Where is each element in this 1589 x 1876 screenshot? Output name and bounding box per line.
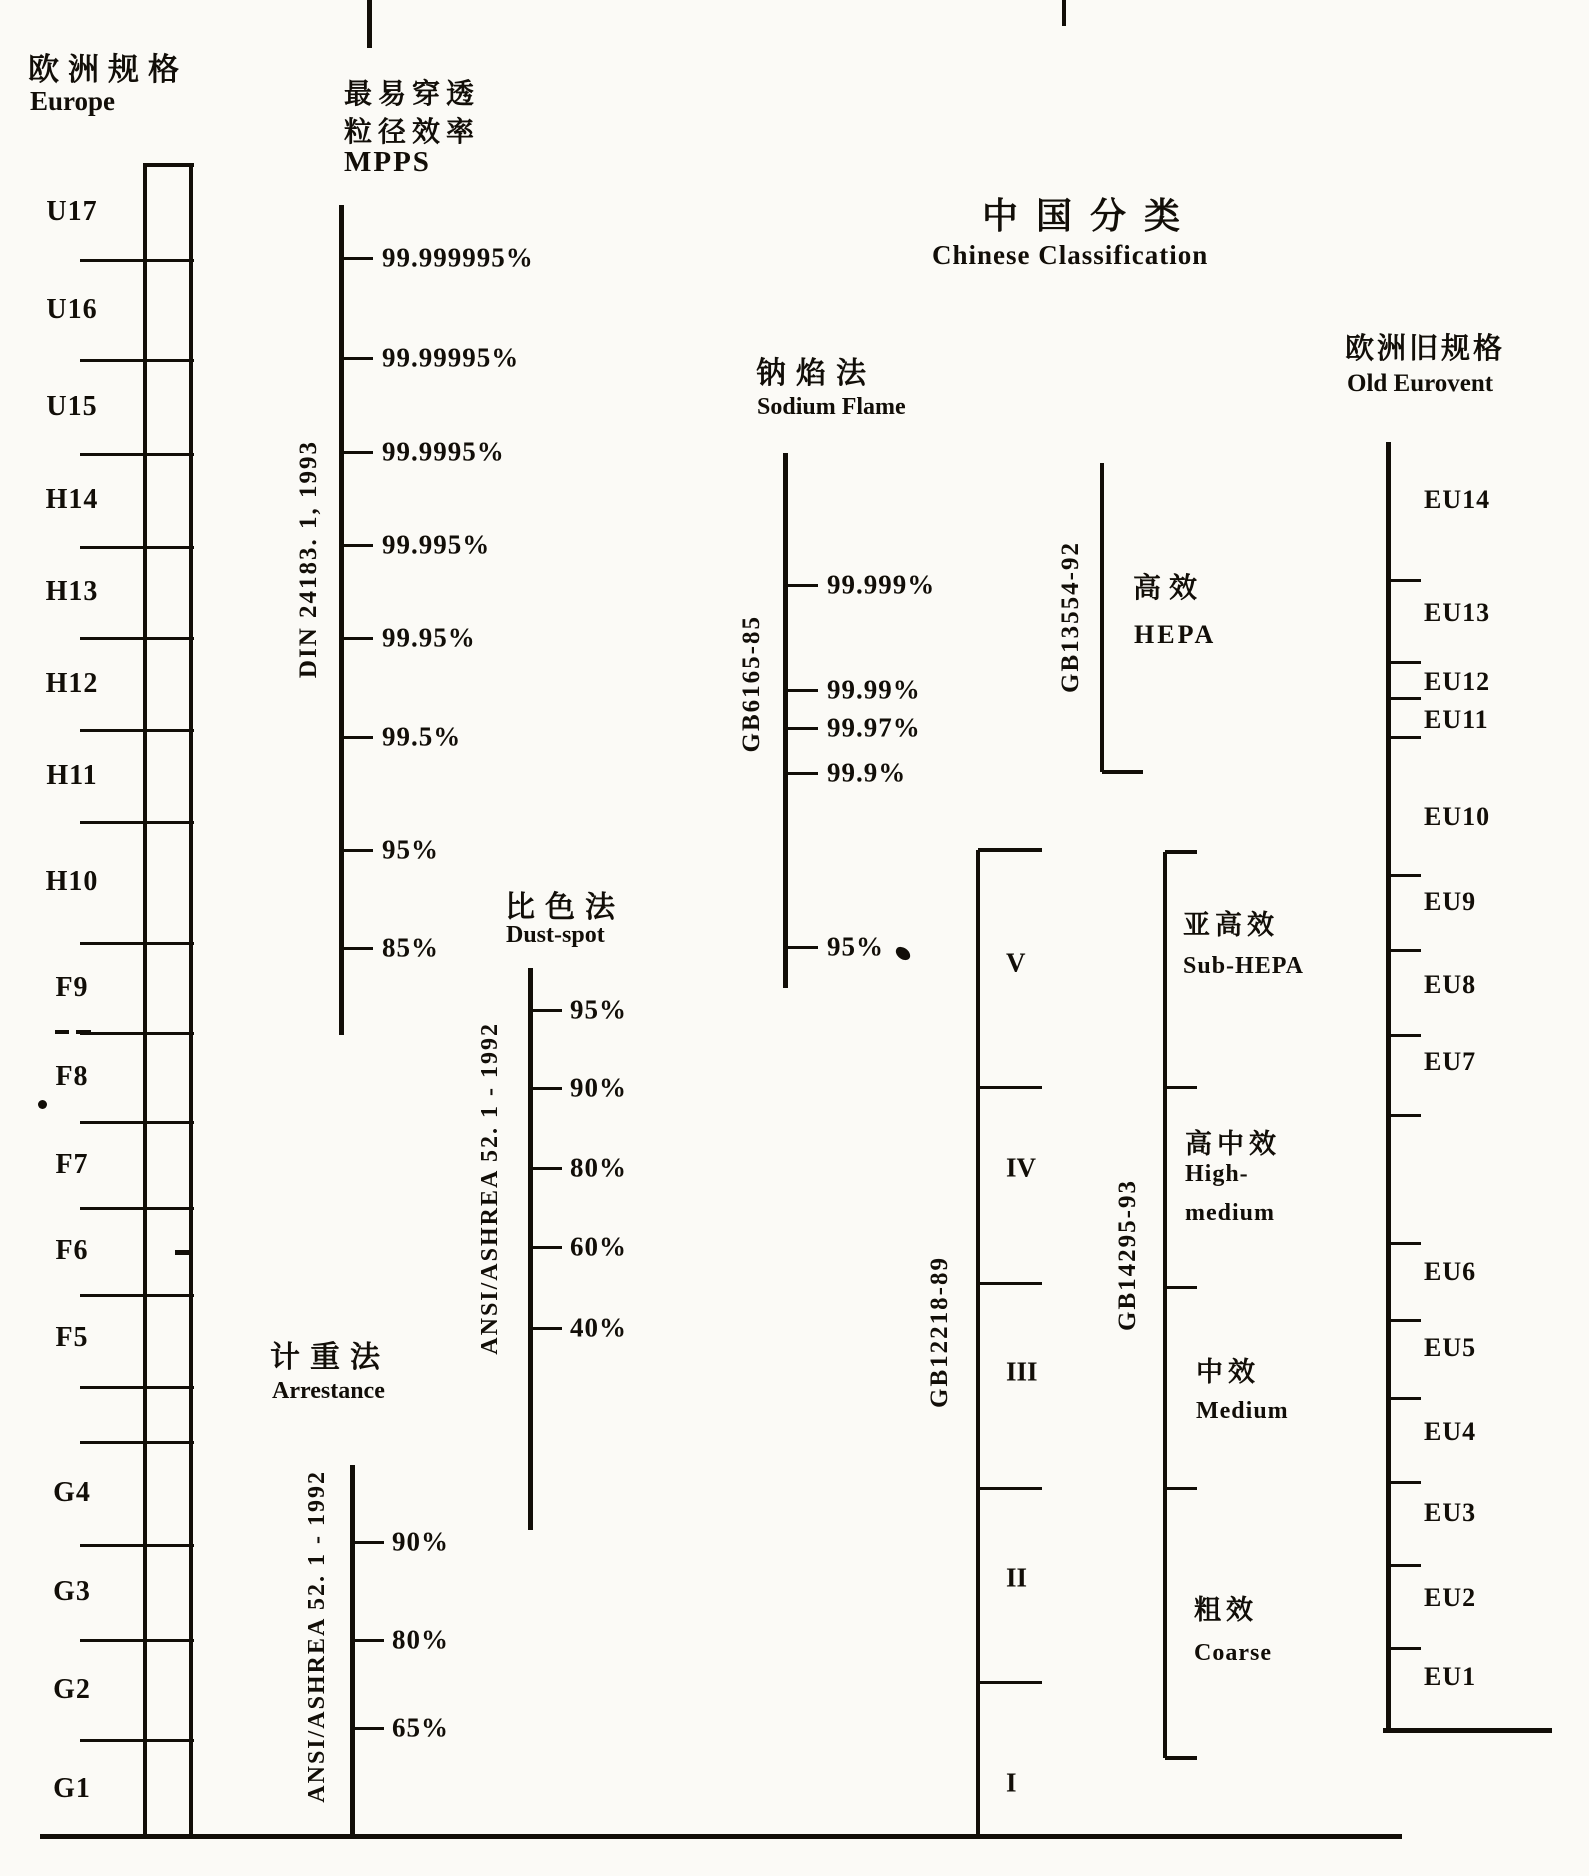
sodium-flame-title-en: Sodium Flame [757, 394, 906, 420]
gb12218-bracket-top-arm [978, 848, 1042, 852]
eurovent-grade-label: EU1 [1424, 1662, 1477, 1691]
dust-spot-tick [530, 1246, 562, 1249]
europe-column-left-edge [143, 165, 147, 1836]
europe-grade-label: G4 [53, 1477, 91, 1508]
gb13554-standard-label: GB13554-92 [1057, 541, 1084, 693]
sodium-flame-axis [783, 453, 788, 988]
mpps-tick-label: 99.995% [382, 529, 491, 560]
mpps-tick [341, 637, 373, 640]
eurovent-grade-boundary [1388, 1647, 1421, 1650]
ink-blot [893, 944, 912, 963]
europe-grade-label: H14 [45, 484, 99, 515]
europe-grade-boundary [80, 546, 194, 549]
sodium-flame-tick [785, 946, 818, 949]
ashrea-arrestance-standard-label: ANSI/ASHREA 52. 1 - 1992 [304, 1470, 330, 1803]
eurovent-grade-label: EU6 [1424, 1257, 1477, 1286]
gb14295-standard-label: GB14295-93 [1114, 1179, 1141, 1331]
gb12218-class-label: I [1006, 1767, 1017, 1798]
gb13554-bracket-bottom-arm [1102, 770, 1143, 774]
gb12218-class-divider [978, 1086, 1042, 1089]
mpps-tick-label: 99.99995% [382, 342, 520, 373]
bottom-baseline-right-segment [1383, 1728, 1552, 1733]
eurovent-grade-label: EU9 [1424, 887, 1477, 916]
gb12218-class-divider [978, 1681, 1042, 1684]
eurovent-grade-label: EU13 [1424, 598, 1491, 627]
eurovent-grade-label: EU5 [1424, 1333, 1477, 1362]
europe-grade-boundary [80, 1032, 194, 1035]
dust-spot-title-en: Dust-spot [506, 922, 605, 948]
eurovent-grade-label: EU2 [1424, 1583, 1477, 1612]
arrestance-tick [352, 1541, 384, 1544]
europe-grade-boundary [80, 637, 194, 640]
gb14295-category-divider [1165, 1487, 1197, 1490]
bottom-baseline [40, 1834, 1402, 1839]
eurovent-grade-label: EU3 [1424, 1498, 1477, 1527]
mpps-tick-label: 85% [382, 932, 439, 963]
europe-grade-boundary [80, 1207, 194, 1210]
gb14295-bracket-top-arm [1165, 850, 1197, 854]
europe-grade-label: G2 [53, 1674, 91, 1705]
gb12218-standard-label: GB12218-89 [926, 1256, 953, 1408]
chinese-classification-title-en: Chinese Classification [932, 240, 1209, 270]
europe-grade-boundary [80, 1121, 194, 1124]
gb14295-category-line: 中效 [1196, 1357, 1260, 1387]
sodium-flame-tick-label: 95% [827, 931, 884, 962]
hepa-category-label-zh: 高效 [1133, 573, 1206, 604]
gb14295-category-label [1194, 1588, 1272, 1692]
gb14295-category-label [1183, 903, 1304, 1003]
europe-grade-label: H10 [45, 866, 99, 897]
gb14295-bracket-bottom-arm [1165, 1756, 1197, 1760]
gb12218-class-divider [978, 1282, 1042, 1285]
dust-spot-axis [528, 968, 533, 1530]
europe-grade-label: F6 [55, 1235, 89, 1266]
mpps-tick [341, 849, 373, 852]
ink-blot [38, 1100, 47, 1109]
hepa-category-label-en: HEPA [1134, 620, 1217, 649]
europe-title-zh: 欧洲规格 [28, 52, 188, 87]
europe-grade-label: G3 [53, 1576, 91, 1607]
mpps-tick [341, 544, 373, 547]
gb14295-category-line: High- [1185, 1161, 1249, 1187]
arrestance-tick-label: 65% [392, 1712, 449, 1743]
dust-spot-tick-label: 90% [570, 1072, 627, 1103]
eurovent-grade-label: EU14 [1424, 485, 1491, 514]
arrestance-tick-label: 80% [392, 1624, 449, 1655]
europe-grade-boundary [80, 259, 194, 262]
dust-spot-tick-label: 60% [570, 1231, 627, 1262]
eurovent-grade-boundary [1388, 579, 1421, 582]
gb13554-bracket [1100, 463, 1104, 772]
eurovent-grade-boundary [1388, 736, 1421, 739]
europe-grade-boundary [80, 1739, 194, 1742]
sodium-flame-tick-label: 99.99% [827, 674, 921, 705]
arrestance-tick-label: 90% [392, 1526, 449, 1557]
sodium-flame-tick-label: 99.9% [827, 757, 907, 788]
mpps-axis [339, 205, 344, 1035]
dust-spot-tick [530, 1009, 562, 1012]
gb14295-category-line: Sub-HEPA [1183, 953, 1304, 979]
dust-spot-tick [530, 1087, 562, 1090]
eurovent-grade-label: EU8 [1424, 970, 1477, 999]
din-standard-label: DIN 24183. 1, 1993 [295, 440, 322, 679]
eurovent-grade-boundary [1388, 1034, 1421, 1037]
mpps-tick-label: 95% [382, 834, 439, 865]
europe-column-right-edge [189, 165, 193, 1836]
eurovent-grade-label: EU12 [1424, 667, 1491, 696]
eurovent-grade-boundary [1388, 697, 1421, 700]
dust-spot-title-zh: 比色法 [505, 891, 625, 924]
mpps-tick [341, 451, 373, 454]
mpps-tick-label: 99.5% [382, 721, 462, 752]
gb12218-class-divider [978, 1487, 1042, 1490]
dust-spot-tick-label: 40% [570, 1312, 627, 1343]
europe-title-en: Europe [30, 86, 116, 116]
sodium-flame-tick-label: 99.97% [827, 712, 921, 743]
gb12218-bracket [976, 850, 980, 1836]
sodium-flame-tick-label: 99.999% [827, 569, 936, 600]
boundary-dash [55, 1030, 69, 1034]
gb12218-class-label: II [1006, 1562, 1028, 1593]
europe-grade-boundary [80, 1544, 194, 1547]
europe-grade-label: U16 [46, 294, 98, 325]
gb6165-standard-label: GB6165-85 [738, 615, 765, 753]
old-eurovent-title-en: Old Eurovent [1347, 370, 1494, 397]
europe-grade-label: U17 [46, 196, 98, 227]
eurovent-grade-boundary [1388, 1319, 1421, 1322]
europe-column-top-edge [143, 163, 194, 167]
mpps-title-en: MPPS [344, 146, 431, 178]
eurovent-grade-boundary [1388, 661, 1421, 664]
ashrea-dust-spot-standard-label: ANSI/ASHREA 52. 1 - 1992 [477, 1022, 503, 1355]
europe-grade-label: F7 [55, 1149, 89, 1180]
mpps-title-zh-line1: 最易穿透 [344, 79, 481, 110]
scan-artifact-mark [1062, 0, 1066, 26]
gb14295-category-label [1185, 1122, 1281, 1239]
mpps-tick [341, 257, 373, 260]
mpps-tick-label: 99.999995% [382, 242, 534, 273]
eurovent-grade-label: EU4 [1424, 1417, 1477, 1446]
gb14295-category-line: Medium [1196, 1398, 1289, 1424]
eurovent-grade-boundary [1388, 949, 1421, 952]
scan-artifact-mark [367, 0, 372, 48]
europe-grade-label: F8 [55, 1061, 89, 1092]
eurovent-grade-boundary [1388, 1481, 1421, 1484]
arrestance-tick [352, 1727, 384, 1730]
mpps-tick [341, 736, 373, 739]
mpps-title-zh-line2: 粒径效率 [344, 117, 481, 148]
arrestance-tick [352, 1639, 384, 1642]
europe-grade-boundary [80, 729, 194, 732]
gb12218-class-label: IV [1006, 1152, 1037, 1183]
dust-spot-tick [530, 1327, 562, 1330]
dust-spot-tick-label: 80% [570, 1152, 627, 1183]
gb14295-category-line: Coarse [1194, 1640, 1272, 1666]
europe-grade-boundary [80, 1294, 194, 1297]
europe-grade-label: H11 [46, 760, 98, 791]
arrestance-title-zh: 计重法 [270, 1341, 390, 1374]
eurovent-grade-label: EU11 [1424, 705, 1489, 734]
sodium-flame-tick [785, 772, 818, 775]
europe-grade-boundary [80, 1441, 194, 1444]
sodium-flame-tick [785, 584, 818, 587]
gb14295-bracket [1163, 852, 1167, 1758]
dust-spot-tick-label: 95% [570, 994, 627, 1025]
europe-grade-boundary [80, 821, 194, 824]
europe-grade-label: U15 [46, 391, 98, 422]
mpps-tick-label: 99.9995% [382, 436, 505, 467]
arrestance-title-en: Arrestance [272, 1378, 385, 1404]
eurovent-grade-boundary [1388, 1397, 1421, 1400]
eurovent-axis [1386, 442, 1391, 1733]
gb14295-category-line: 粗效 [1194, 1595, 1258, 1625]
eurovent-grade-boundary [1388, 874, 1421, 877]
europe-grade-boundary [80, 453, 194, 456]
gb12218-class-label: III [1006, 1356, 1038, 1387]
mpps-tick [341, 357, 373, 360]
gb14295-category-label [1196, 1350, 1289, 1446]
arrestance-axis [350, 1465, 355, 1836]
europe-grade-label: H12 [45, 668, 99, 699]
eurovent-grade-boundary [1388, 1564, 1421, 1567]
eurovent-grade-boundary [1388, 1242, 1421, 1245]
eurovent-grade-boundary [1388, 1114, 1421, 1117]
sodium-flame-tick [785, 727, 818, 730]
gb12218-class-label: V [1006, 947, 1026, 978]
sodium-flame-tick [785, 689, 818, 692]
europe-grade-label: F9 [55, 972, 89, 1003]
gb14295-category-line: medium [1185, 1200, 1275, 1226]
europe-grade-boundary [80, 942, 194, 945]
dust-spot-tick [530, 1167, 562, 1170]
europe-grade-label: F5 [55, 1322, 89, 1353]
gb14295-category-divider [1165, 1086, 1197, 1089]
eurovent-grade-label: EU7 [1424, 1047, 1477, 1076]
ink-blot [175, 1250, 189, 1255]
europe-grade-boundary [80, 359, 194, 362]
mpps-tick [341, 947, 373, 950]
chinese-classification-title-zh: 中国分类 [982, 196, 1199, 236]
gb14295-category-line: 亚高效 [1183, 910, 1279, 940]
gb14295-category-divider [1165, 1286, 1197, 1289]
europe-grade-label: G1 [53, 1773, 91, 1804]
europe-grade-boundary [80, 1386, 194, 1389]
gb14295-category-line: 高中效 [1185, 1129, 1281, 1159]
europe-grade-boundary [80, 1639, 194, 1642]
eurovent-grade-label: EU10 [1424, 802, 1491, 831]
old-eurovent-title-zh: 欧洲旧规格 [1345, 333, 1506, 365]
europe-grade-label: H13 [45, 576, 99, 607]
sodium-flame-title-zh: 钠焰法 [756, 357, 876, 390]
mpps-tick-label: 99.95% [382, 622, 476, 653]
